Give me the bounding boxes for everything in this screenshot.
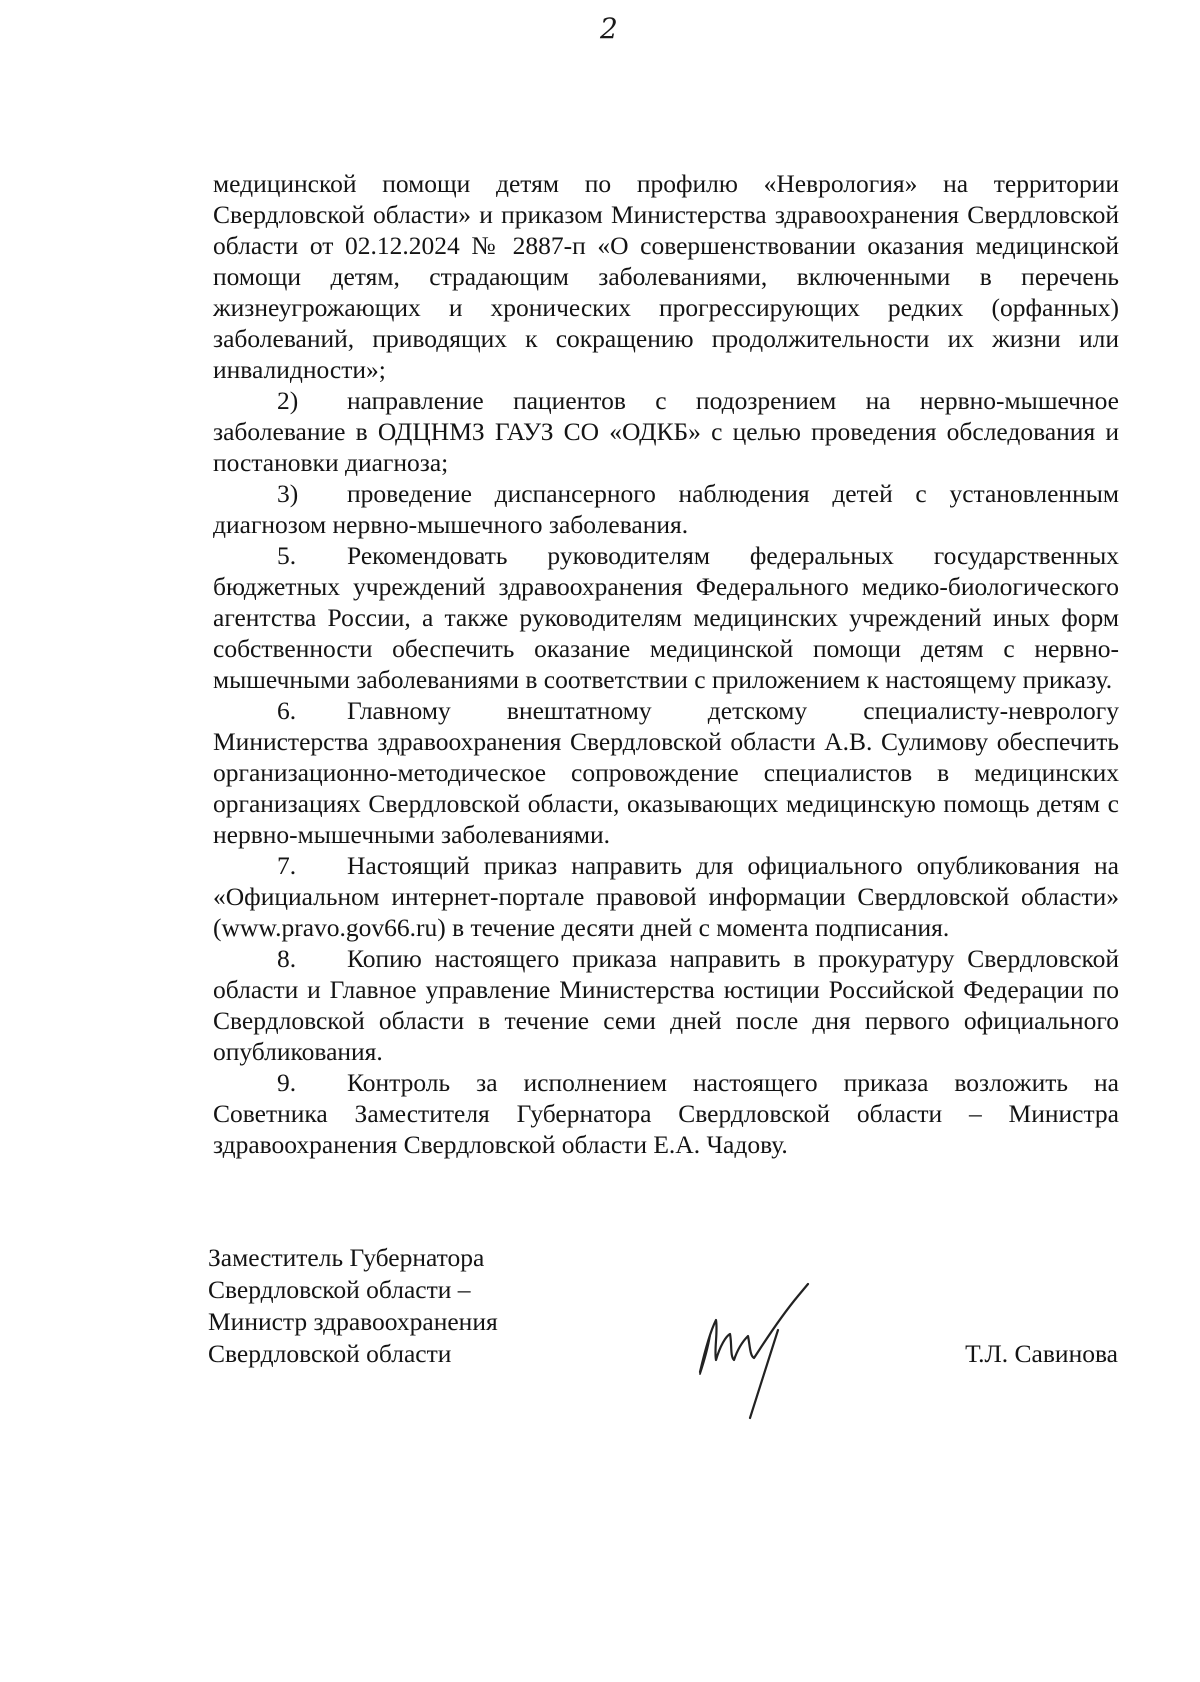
signatory-position bbox=[208, 1242, 498, 1370]
position-line: Министр здравоохранения bbox=[208, 1307, 498, 1336]
clause-text: Настоящий приказ направить для официального опубликования на «Официальном интернет-портале правовой информации Свердловской области» (www.pravo.gov66.ru) в течение десяти дней с момента подписания. bbox=[213, 851, 1119, 942]
clause-text: Копию настоящего приказа направить в прокуратуру Свердловской области и Главное управление Министерства юстиции Российской Федерации по Свердловской области в течение семи дней после дня первого официального опубликования. bbox=[213, 944, 1119, 1066]
clause-number: 6. bbox=[277, 696, 297, 725]
clause-7 bbox=[213, 850, 1119, 943]
clause-number: 8. bbox=[277, 944, 297, 973]
clause-8 bbox=[213, 943, 1119, 1067]
position-line: Свердловской области – bbox=[208, 1275, 471, 1304]
item-number: 3) bbox=[277, 479, 299, 508]
list-item-2 bbox=[213, 385, 1119, 478]
clause-number: 7. bbox=[277, 851, 297, 880]
clause-9 bbox=[213, 1067, 1119, 1160]
list-item-3 bbox=[213, 478, 1119, 540]
signatory-name: Т.Л. Савинова bbox=[965, 1339, 1118, 1368]
page-number: 2 bbox=[600, 12, 618, 45]
item-text: проведение диспансерного наблюдения детей с установленным диагнозом нервно-мышечного заболевания. bbox=[213, 479, 1119, 539]
document-body bbox=[213, 168, 1119, 1160]
position-line: Свердловской области bbox=[208, 1339, 452, 1368]
clause-text: Рекомендовать руководителям федеральных государственных бюджетных учреждений здравоохранения Федерального медико-биологического агентства России, а также руководителям медицинских учреждений иных форм собственности обеспечить оказание медицинской помощи детям с нервно-мышечными заболеваниями в соответствии с приложением к настоящему приказу. bbox=[213, 541, 1119, 694]
clause-text: Главному внештатному детскому специалисту-неврологу Министерства здравоохранения Свердловской области А.В. Сулимову обеспечить организационно-методическое сопровождение специалистов в медицинских организациях Свердловской области, оказывающих медицинскую помощь детям с нервно-мышечными заболеваниями. bbox=[213, 696, 1119, 849]
clause-6 bbox=[213, 695, 1119, 850]
handwritten-signature bbox=[686, 1276, 826, 1426]
clause-number: 5. bbox=[277, 541, 297, 570]
item-number: 2) bbox=[277, 386, 299, 415]
signature-block bbox=[208, 1242, 1118, 1432]
clause-5 bbox=[213, 540, 1119, 695]
position-line: Заместитель Губернатора bbox=[208, 1243, 485, 1272]
item-text: направление пациентов с подозрением на нервно-мышечное заболевание в ОДЦНМЗ ГАУЗ СО «ОДКБ» с целью проведения обследования и постановки диагноза; bbox=[213, 386, 1119, 477]
paragraph-text: медицинской помощи детям по профилю «Неврология» на территории Свердловской области» и приказом Министерства здравоохранения Свердловской области от 02.12.2024 № 2887-п «О совершенствовании оказания медицинской помощи детям, страдающим заболеваниями, включенными в перечень жизнеугрожающих и хронических прогрессирующих редких (орфанных) заболеваний, приводящих к сокращению продолжительности их жизни или инвалидности»; bbox=[213, 169, 1119, 384]
paragraph-continuation bbox=[213, 168, 1119, 385]
clause-text: Контроль за исполнением настоящего приказа возложить на Советника Заместителя Губернатора Свердловской области – Министра здравоохранения Свердловской области Е.А. Чадову. bbox=[213, 1068, 1119, 1159]
clause-number: 9. bbox=[277, 1068, 297, 1097]
